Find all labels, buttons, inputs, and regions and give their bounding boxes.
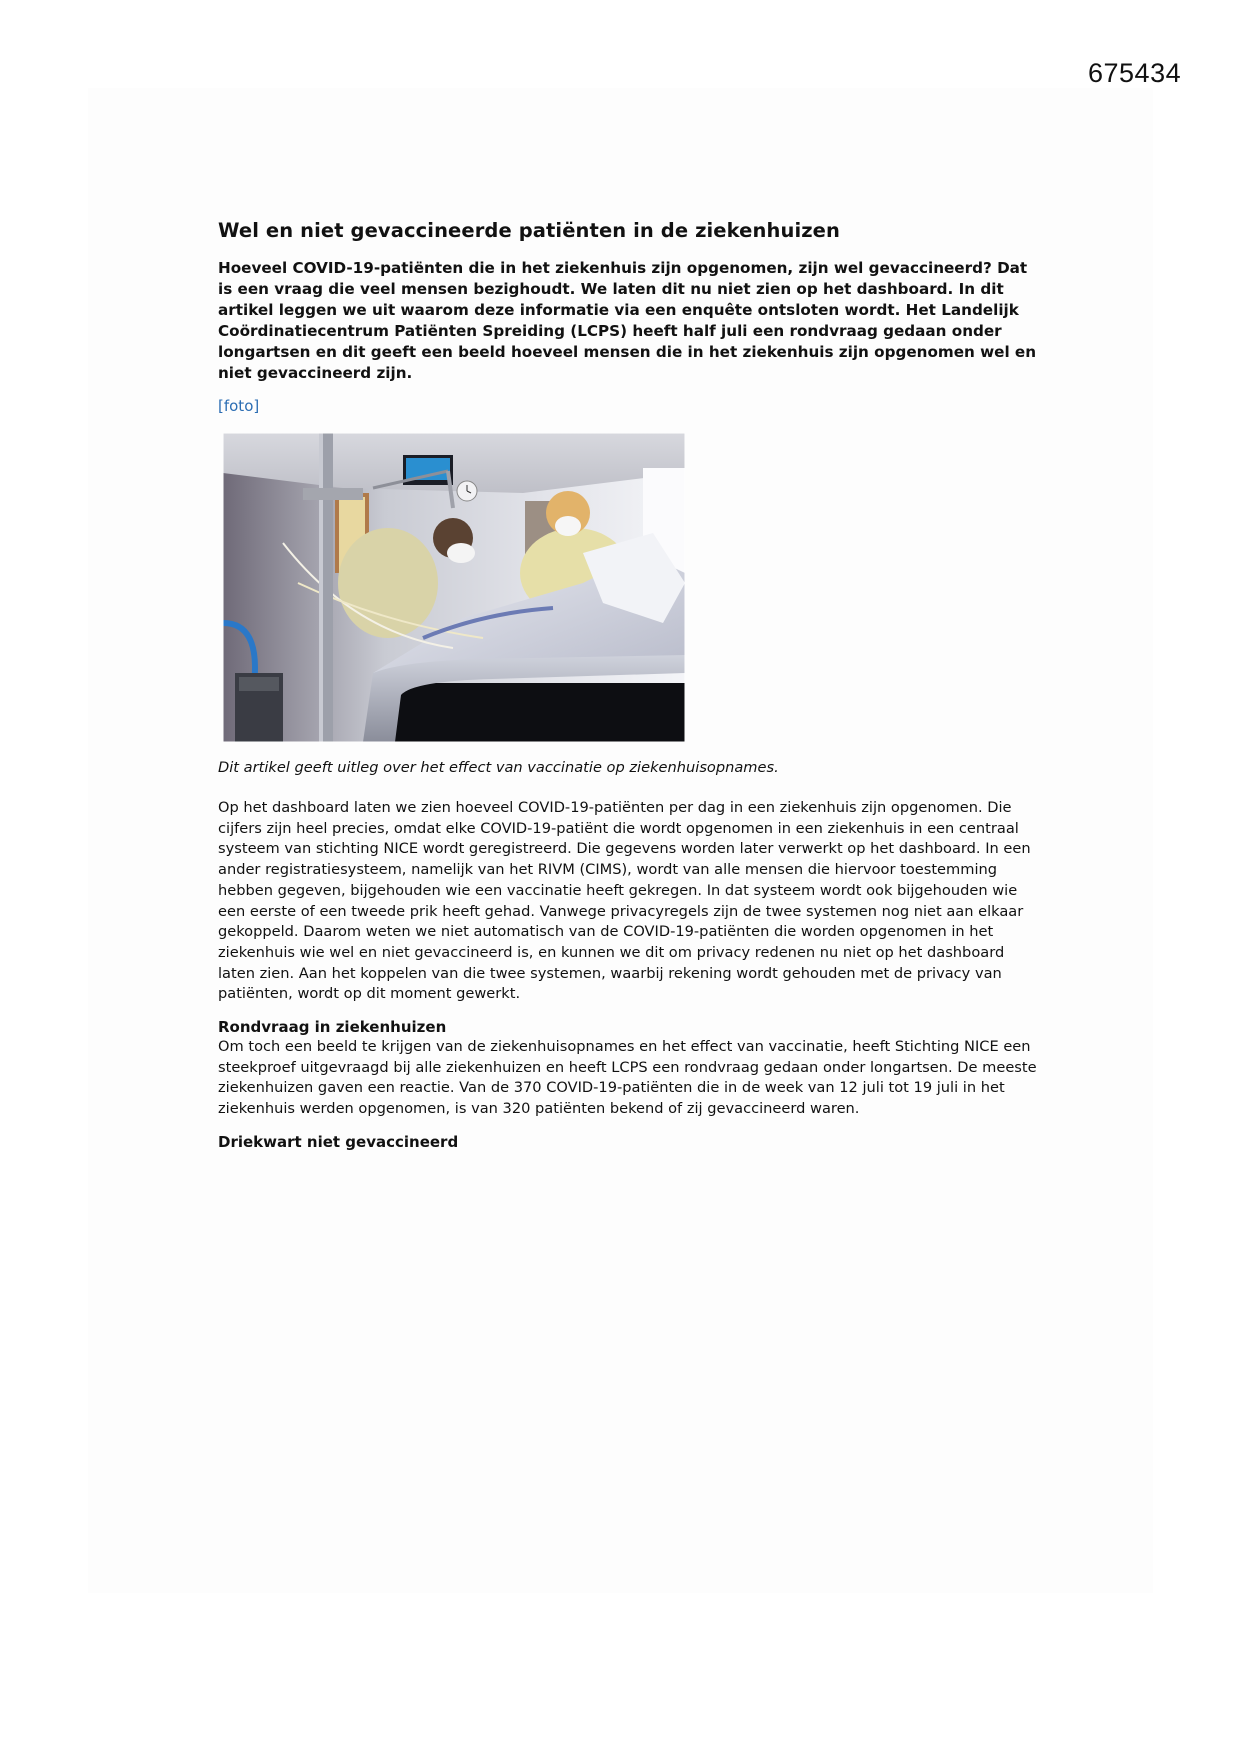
- article: [218, 218, 1038, 1151]
- article-title: Wel en niet gevaccineerde patiënten in de ziekenhuizen: [218, 219, 840, 242]
- body-paragraph: Op het dashboard laten we zien hoeveel COVID-19-patiënten per dag in een ziekenhuis zijn opgenomen. Die cijfers zijn heel precies, omdat elke COVID-19-patiënt die wordt opgenomen in een ziekenhuis in een centraal systeem van stichting NICE wordt geregistreerd. Die gegevens worden later verwerkt op het dashboard. In een ander registratiesysteem, namelijk van het RIVM (CIMS), wordt van alle mensen die hiervoor toestemming hebben gegeven, bijgehouden wie een vaccinatie heeft gekregen. In dat systeem wordt ook bijgehouden wie een eerste of een tweede prik heeft gehad. Vanwege privacyregels zijn de twee systemen nog niet aan elkaar gekoppeld. Daarom weten we niet automatisch van de COVID-19-patiënten die worden opgenomen in het ziekenhuis wie wel en niet gevaccineerd is, en kunnen we dit om privacy redenen nu niet op het dashboard laten zien. Aan het koppelen van die twee systemen, waarbij rekening wordt gehouden met de privacy van patiënten, wordt op dit moment gewerkt.: [218, 799, 1031, 1003]
- article-photo: [223, 433, 685, 742]
- photo-caption: Dit artikel geeft uitleg over het effect van vaccinatie op ziekenhuisopnames.: [218, 759, 779, 776]
- section-heading-rondvraag: Rondvraag in ziekenhuizen: [218, 1018, 447, 1037]
- section-paragraph-rondvraag: Om toch een beeld te krijgen van de ziekenhuisopnames en het effect van vaccinatie, heeft Stichting NICE een steekproef uitgevraagd bij alle ziekenhuizen en heeft LCPS een rondvraag gedaan onder longartsen. De meeste ziekenhuizen gaven een reactie. Van de 370 COVID-19-patiënten die in de week van 12 juli tot 19 juli in het ziekenhuis werden opgenomen, is van 320 patiënten bekend of zij gevaccineerd waren.: [218, 1038, 1037, 1118]
- hospital-photo-illustration: [223, 433, 685, 742]
- article-body: [218, 798, 1038, 1152]
- foto-link[interactable]: [foto]: [218, 397, 260, 415]
- article-lead: Hoeveel COVID-19-patiënten die in het ziekenhuis zijn opgenomen, zijn wel gevaccineerd? Dat is een vraag die veel mensen bezighoudt. We laten dit nu niet zien op het dashboard. In dit artikel leggen we uit waarom deze informatie via een enquête ontsloten wordt. Het Landelijk Coördinatiecentrum Patiënten Spreiding (LCPS) heeft half juli een rondvraag gedaan onder longartsen en dit geeft een beeld hoeveel mensen die in het ziekenhuis zijn opgenomen wel en niet gevaccineerd zijn.: [218, 259, 1037, 382]
- document-id: 675434: [1088, 58, 1182, 88]
- section-heading-driekwart: Driekwart niet gevaccineerd: [218, 1132, 459, 1151]
